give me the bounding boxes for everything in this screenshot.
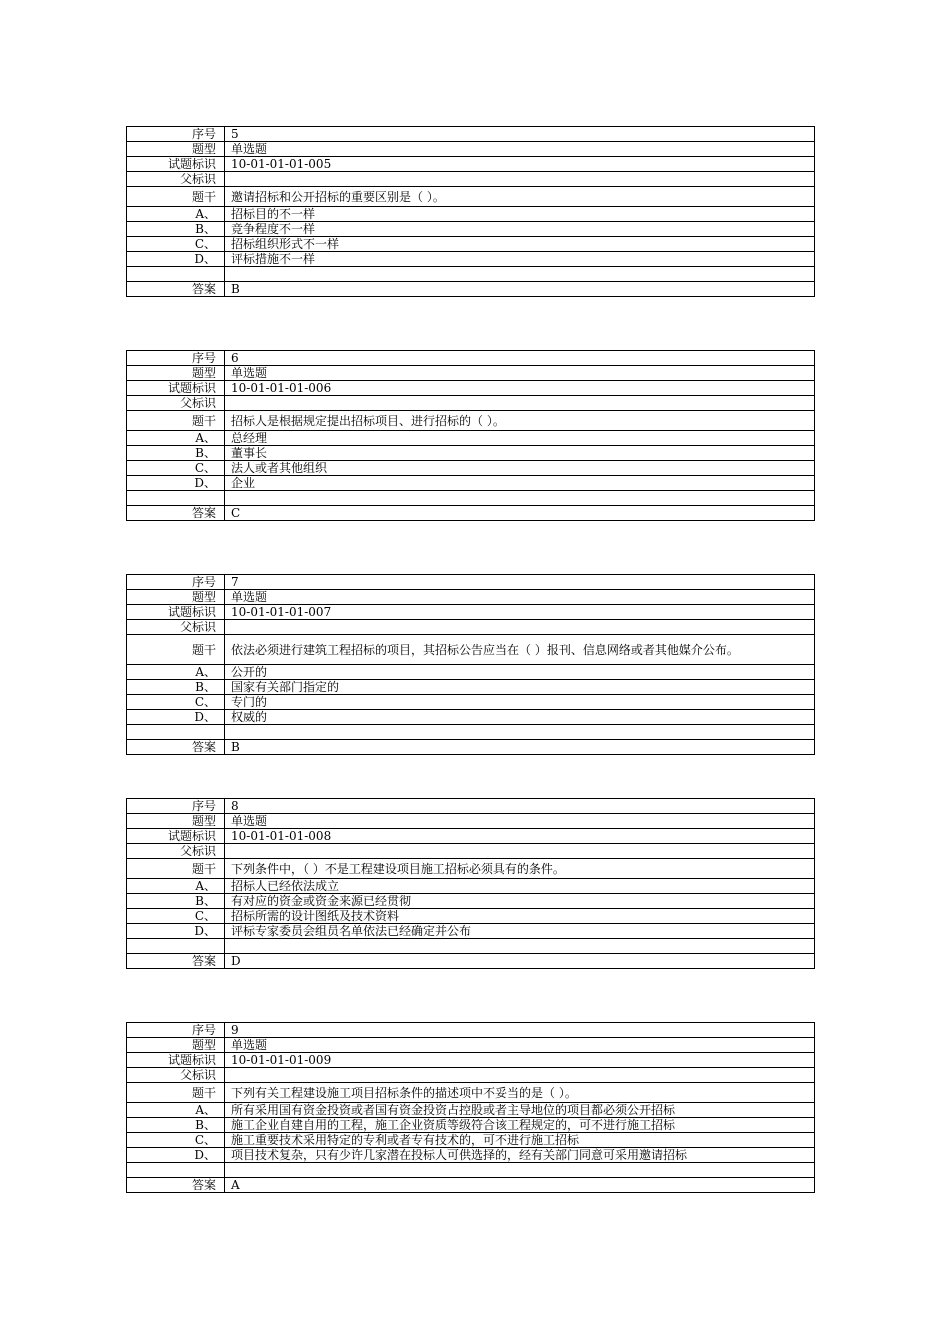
row-id <box>127 829 815 844</box>
label-id: 试题标识 <box>127 157 225 172</box>
value-type: 单选题 <box>225 814 815 829</box>
row-parent <box>127 396 815 411</box>
value-stem: 下列条件中，（ ）不是工程建设项目施工招标必须具有的条件。 <box>225 859 815 879</box>
label-stem: 题干 <box>127 187 225 207</box>
row-parent <box>127 1068 815 1083</box>
option-d: 权威的 <box>225 710 815 725</box>
value-answer: C <box>225 506 815 521</box>
row-answer <box>127 740 815 755</box>
row-parent <box>127 844 815 859</box>
row-option-d <box>127 1148 815 1163</box>
row-option-d <box>127 710 815 725</box>
row-blank <box>127 725 815 740</box>
row-option-b <box>127 680 815 695</box>
question-table-7 <box>126 574 815 755</box>
label-answer: 答案 <box>127 1178 225 1193</box>
question-table-9 <box>126 1022 815 1193</box>
label-seq: 序号 <box>127 127 225 142</box>
row-id <box>127 605 815 620</box>
label-stem: 题干 <box>127 859 225 879</box>
row-parent <box>127 620 815 635</box>
value-type: 单选题 <box>225 366 815 381</box>
row-type <box>127 814 815 829</box>
label-d: D、 <box>127 252 225 267</box>
label-seq: 序号 <box>127 799 225 814</box>
value-answer: B <box>225 282 815 297</box>
row-option-d <box>127 924 815 939</box>
label-b: B、 <box>127 1118 225 1133</box>
label-id: 试题标识 <box>127 1053 225 1068</box>
label-type: 题型 <box>127 142 225 157</box>
label-seq: 序号 <box>127 351 225 366</box>
value-parent <box>225 844 815 859</box>
value-seq: 5 <box>225 127 815 142</box>
value-stem: 邀请招标和公开招标的重要区别是（ ）。 <box>225 187 815 207</box>
row-option-d <box>127 476 815 491</box>
row-answer <box>127 506 815 521</box>
label-type: 题型 <box>127 366 225 381</box>
row-seq <box>127 351 815 366</box>
row-id <box>127 1053 815 1068</box>
blank-cell <box>225 491 815 506</box>
label-stem: 题干 <box>127 1083 225 1103</box>
label-id: 试题标识 <box>127 605 225 620</box>
label-parent: 父标识 <box>127 172 225 187</box>
row-option-a <box>127 879 815 894</box>
row-option-b <box>127 1118 815 1133</box>
row-id <box>127 157 815 172</box>
row-id <box>127 381 815 396</box>
value-parent <box>225 396 815 411</box>
value-answer: D <box>225 954 815 969</box>
value-id: 10-01-01-01-008 <box>225 829 815 844</box>
option-c: 招标组织形式不一样 <box>225 237 815 252</box>
option-d: 项目技术复杂，只有少许几家潜在投标人可供选择的，经有关部门同意可采用邀请招标 <box>225 1148 815 1163</box>
label-d: D、 <box>127 476 225 491</box>
value-parent <box>225 172 815 187</box>
row-parent <box>127 172 815 187</box>
label-answer: 答案 <box>127 282 225 297</box>
label-a: A、 <box>127 1103 225 1118</box>
row-option-c <box>127 461 815 476</box>
label-d: D、 <box>127 710 225 725</box>
row-seq <box>127 575 815 590</box>
value-seq: 8 <box>225 799 815 814</box>
label-b: B、 <box>127 222 225 237</box>
row-stem <box>127 1083 815 1103</box>
row-stem <box>127 187 815 207</box>
row-type <box>127 142 815 157</box>
option-b: 国家有关部门指定的 <box>225 680 815 695</box>
label-parent: 父标识 <box>127 844 225 859</box>
row-blank <box>127 491 815 506</box>
label-parent: 父标识 <box>127 620 225 635</box>
value-type: 单选题 <box>225 1038 815 1053</box>
row-answer <box>127 282 815 297</box>
option-d: 评标专家委员会组员名单依法已经确定并公布 <box>225 924 815 939</box>
question-table-8 <box>126 798 815 969</box>
value-seq: 6 <box>225 351 815 366</box>
value-parent <box>225 620 815 635</box>
label-stem: 题干 <box>127 635 225 665</box>
row-blank <box>127 267 815 282</box>
blank-cell <box>127 725 225 740</box>
row-option-c <box>127 695 815 710</box>
option-a: 招标目的不一样 <box>225 207 815 222</box>
row-option-c <box>127 237 815 252</box>
row-option-d <box>127 252 815 267</box>
row-option-a <box>127 665 815 680</box>
label-a: A、 <box>127 431 225 446</box>
row-stem <box>127 859 815 879</box>
label-parent: 父标识 <box>127 1068 225 1083</box>
row-blank <box>127 939 815 954</box>
label-type: 题型 <box>127 1038 225 1053</box>
value-seq: 7 <box>225 575 815 590</box>
row-answer <box>127 954 815 969</box>
label-parent: 父标识 <box>127 396 225 411</box>
row-type <box>127 590 815 605</box>
row-option-c <box>127 1133 815 1148</box>
label-stem: 题干 <box>127 411 225 431</box>
row-seq <box>127 799 815 814</box>
value-type: 单选题 <box>225 142 815 157</box>
blank-cell <box>127 1163 225 1178</box>
option-c: 法人或者其他组织 <box>225 461 815 476</box>
label-a: A、 <box>127 665 225 680</box>
value-stem: 招标人是根据规定提出招标项目、进行招标的（ ）。 <box>225 411 815 431</box>
blank-cell <box>225 939 815 954</box>
value-parent <box>225 1068 815 1083</box>
question-table-5 <box>126 126 815 297</box>
row-type <box>127 366 815 381</box>
option-a: 招标人已经依法成立 <box>225 879 815 894</box>
label-b: B、 <box>127 446 225 461</box>
label-id: 试题标识 <box>127 829 225 844</box>
label-c: C、 <box>127 1133 225 1148</box>
label-answer: 答案 <box>127 954 225 969</box>
value-seq: 9 <box>225 1023 815 1038</box>
option-b: 董事长 <box>225 446 815 461</box>
option-c: 专门的 <box>225 695 815 710</box>
question-table-6 <box>126 350 815 521</box>
option-b: 竞争程度不一样 <box>225 222 815 237</box>
value-id: 10-01-01-01-006 <box>225 381 815 396</box>
label-c: C、 <box>127 909 225 924</box>
blank-cell <box>225 725 815 740</box>
blank-cell <box>127 491 225 506</box>
label-d: D、 <box>127 1148 225 1163</box>
row-option-b <box>127 222 815 237</box>
row-stem <box>127 635 815 665</box>
label-seq: 序号 <box>127 575 225 590</box>
label-id: 试题标识 <box>127 381 225 396</box>
row-stem <box>127 411 815 431</box>
option-d: 评标措施不一样 <box>225 252 815 267</box>
row-option-a <box>127 1103 815 1118</box>
row-option-b <box>127 894 815 909</box>
option-a: 所有采用国有资金投资或者国有资金投资占控股或者主导地位的项目都必须公开招标 <box>225 1103 815 1118</box>
blank-cell <box>127 267 225 282</box>
row-option-a <box>127 207 815 222</box>
value-stem: 下列有关工程建设施工项目招标条件的描述项中不妥当的是（ ）。 <box>225 1083 815 1103</box>
row-seq <box>127 127 815 142</box>
value-stem: 依法必须进行建筑工程招标的项目，其招标公告应当在（ ）报刊、信息网络或者其他媒介公布。 <box>225 635 815 665</box>
row-option-c <box>127 909 815 924</box>
row-blank <box>127 1163 815 1178</box>
label-c: C、 <box>127 695 225 710</box>
blank-cell <box>127 939 225 954</box>
label-answer: 答案 <box>127 740 225 755</box>
label-c: C、 <box>127 237 225 252</box>
value-id: 10-01-01-01-005 <box>225 157 815 172</box>
blank-cell <box>225 267 815 282</box>
row-option-a <box>127 431 815 446</box>
row-answer <box>127 1178 815 1193</box>
option-b: 施工企业自建自用的工程，施工企业资质等级符合该工程规定的，可不进行施工招标 <box>225 1118 815 1133</box>
label-b: B、 <box>127 894 225 909</box>
label-answer: 答案 <box>127 506 225 521</box>
label-type: 题型 <box>127 590 225 605</box>
label-a: A、 <box>127 207 225 222</box>
row-type <box>127 1038 815 1053</box>
option-a: 总经理 <box>225 431 815 446</box>
value-id: 10-01-01-01-009 <box>225 1053 815 1068</box>
row-seq <box>127 1023 815 1038</box>
value-answer: B <box>225 740 815 755</box>
option-a: 公开的 <box>225 665 815 680</box>
option-b: 有对应的资金或资金来源已经贯彻 <box>225 894 815 909</box>
blank-cell <box>225 1163 815 1178</box>
value-answer: A <box>225 1178 815 1193</box>
label-a: A、 <box>127 879 225 894</box>
label-b: B、 <box>127 680 225 695</box>
label-c: C、 <box>127 461 225 476</box>
option-d: 企业 <box>225 476 815 491</box>
option-c: 招标所需的设计图纸及技术资料 <box>225 909 815 924</box>
row-option-b <box>127 446 815 461</box>
label-type: 题型 <box>127 814 225 829</box>
option-c: 施工重要技术采用特定的专利或者专有技术的，可不进行施工招标 <box>225 1133 815 1148</box>
label-seq: 序号 <box>127 1023 225 1038</box>
value-type: 单选题 <box>225 590 815 605</box>
label-d: D、 <box>127 924 225 939</box>
value-id: 10-01-01-01-007 <box>225 605 815 620</box>
